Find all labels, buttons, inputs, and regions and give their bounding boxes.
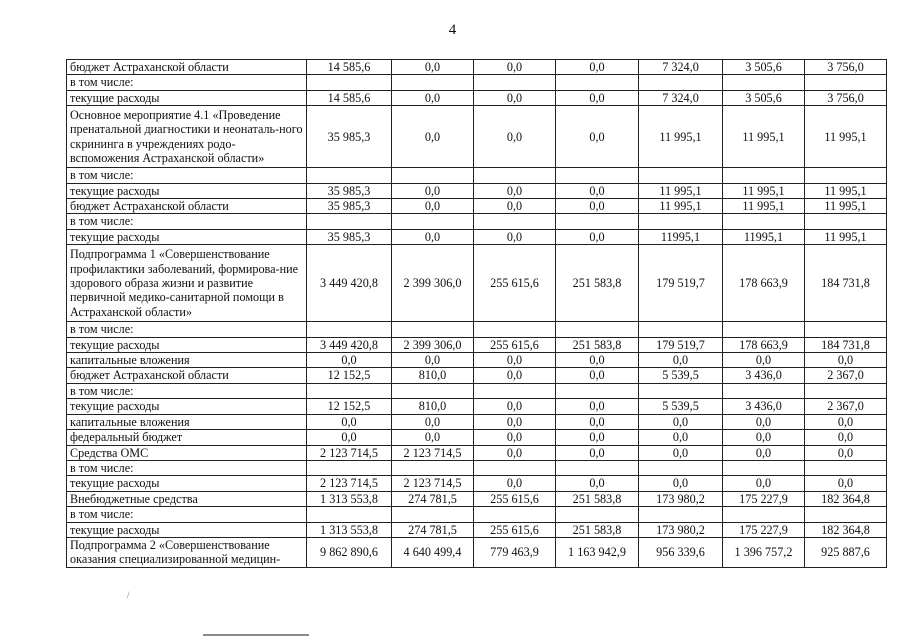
value-cell [307,460,392,475]
value-cell: 11 995,1 [805,183,887,198]
value-cell: 251 583,8 [556,337,639,352]
value-cell [392,214,474,229]
value-cell: 179 519,7 [639,245,723,322]
table-row [67,507,887,522]
table-row [67,399,887,414]
value-cell: 0,0 [556,476,639,491]
value-cell [805,460,887,475]
value-cell: 179 519,7 [639,337,723,352]
value-cell: 0,0 [556,199,639,214]
value-cell: 0,0 [392,60,474,75]
scan-mark: / [127,590,130,600]
value-cell: 3 756,0 [805,60,887,75]
value-cell: 11 995,1 [639,183,723,198]
value-cell: 0,0 [307,414,392,429]
value-cell [805,168,887,183]
table-row [67,353,887,368]
value-cell [474,460,556,475]
value-cell: 173 980,2 [639,522,723,537]
value-cell: 184 731,8 [805,245,887,322]
value-cell: 2 123 714,5 [307,476,392,491]
value-cell: 11 995,1 [639,199,723,214]
page-number: 4 [448,22,457,38]
value-cell: 2 367,0 [805,399,887,414]
value-cell: 0,0 [639,430,723,445]
value-cell: 2 399 306,0 [392,245,474,322]
table-row [67,229,887,244]
value-cell: 7 324,0 [639,60,723,75]
value-cell: 0,0 [474,445,556,460]
row-label: федеральный бюджет [67,430,307,445]
value-cell: 1 163 942,9 [556,537,639,567]
value-cell [556,460,639,475]
value-cell: 182 364,8 [805,491,887,506]
value-cell: 11995,1 [639,229,723,244]
value-cell: 956 339,6 [639,537,723,567]
value-cell: 12 152,5 [307,368,392,383]
value-cell: 0,0 [556,414,639,429]
value-cell: 810,0 [392,399,474,414]
value-cell: 255 615,6 [474,491,556,506]
value-cell: 182 364,8 [805,522,887,537]
value-cell: 810,0 [392,368,474,383]
value-cell [307,507,392,522]
row-label: в том числе: [67,460,307,475]
value-cell: 3 505,6 [723,90,805,105]
value-cell: 3 436,0 [723,399,805,414]
footer-rule [203,634,309,636]
value-cell: 274 781,5 [392,491,474,506]
row-label: бюджет Астраханской области [67,368,307,383]
value-cell: 0,0 [556,60,639,75]
table-row [67,430,887,445]
value-cell [556,214,639,229]
table-row [67,491,887,506]
value-cell: 251 583,8 [556,491,639,506]
value-cell: 0,0 [474,90,556,105]
value-cell: 178 663,9 [723,337,805,352]
value-cell [307,322,392,337]
table-row [67,383,887,398]
table-row [67,414,887,429]
value-cell [639,322,723,337]
value-cell: 0,0 [392,414,474,429]
row-label: текущие расходы [67,337,307,352]
value-cell: 0,0 [723,414,805,429]
table-row [67,537,887,567]
value-cell: 0,0 [805,476,887,491]
table-row [67,245,887,322]
value-cell [723,168,805,183]
value-cell: 5 539,5 [639,399,723,414]
value-cell: 11 995,1 [805,229,887,244]
value-cell: 11 995,1 [723,183,805,198]
value-cell: 7 324,0 [639,90,723,105]
value-cell: 0,0 [392,199,474,214]
value-cell: 0,0 [639,445,723,460]
value-cell: 0,0 [307,430,392,445]
value-cell: 255 615,6 [474,337,556,352]
value-cell [723,383,805,398]
value-cell [392,168,474,183]
value-cell: 2 123 714,5 [392,445,474,460]
value-cell [556,322,639,337]
value-cell: 0,0 [474,399,556,414]
table-row [67,522,887,537]
value-cell: 0,0 [639,476,723,491]
row-label: Внебюджетные средства [67,491,307,506]
value-cell: 0,0 [392,430,474,445]
value-cell: 2 123 714,5 [307,445,392,460]
value-cell: 0,0 [474,183,556,198]
value-cell [307,383,392,398]
value-cell [474,383,556,398]
value-cell: 0,0 [556,90,639,105]
value-cell [556,383,639,398]
value-cell [307,168,392,183]
value-cell: 1 313 553,8 [307,522,392,537]
value-cell [805,75,887,90]
value-cell: 0,0 [474,199,556,214]
value-cell [639,383,723,398]
table-row [67,183,887,198]
value-cell: 3 436,0 [723,368,805,383]
value-cell: 2 123 714,5 [392,476,474,491]
row-label: текущие расходы [67,476,307,491]
value-cell [474,168,556,183]
value-cell [392,322,474,337]
value-cell [474,322,556,337]
value-cell [639,214,723,229]
value-cell: 2 367,0 [805,368,887,383]
value-cell: 0,0 [723,430,805,445]
value-cell: 0,0 [556,229,639,244]
value-cell: 0,0 [639,353,723,368]
value-cell: 0,0 [723,476,805,491]
row-label: капитальные вложения [67,414,307,429]
value-cell: 0,0 [556,399,639,414]
value-cell [392,383,474,398]
value-cell: 0,0 [474,60,556,75]
row-label: текущие расходы [67,229,307,244]
value-cell: 0,0 [805,430,887,445]
value-cell [556,75,639,90]
value-cell: 0,0 [474,106,556,168]
value-cell: 0,0 [474,368,556,383]
row-label: капитальные вложения [67,353,307,368]
value-cell [639,507,723,522]
value-cell: 5 539,5 [639,368,723,383]
value-cell: 11995,1 [723,229,805,244]
row-label: текущие расходы [67,90,307,105]
value-cell: 0,0 [805,445,887,460]
budget-table [66,59,887,568]
value-cell: 925 887,6 [805,537,887,567]
value-cell: 0,0 [556,353,639,368]
row-label: бюджет Астраханской области [67,199,307,214]
row-label: в том числе: [67,507,307,522]
value-cell [307,214,392,229]
value-cell: 255 615,6 [474,245,556,322]
value-cell: 0,0 [392,353,474,368]
value-cell: 0,0 [556,445,639,460]
row-label: текущие расходы [67,183,307,198]
table-row [67,75,887,90]
table-row [67,460,887,475]
value-cell [723,75,805,90]
value-cell [723,322,805,337]
table-row [67,60,887,75]
value-cell: 11 995,1 [723,199,805,214]
value-cell: 178 663,9 [723,245,805,322]
value-cell: 12 152,5 [307,399,392,414]
value-cell: 1 396 757,2 [723,537,805,567]
value-cell: 3 756,0 [805,90,887,105]
value-cell [723,507,805,522]
value-cell: 11 995,1 [805,199,887,214]
table-row [67,168,887,183]
row-label: Подпрограмма 1 «Совершенствование профилактики заболеваний, формирова-ние здорового образа жизни и развитие первичной медико-санитарной помощи в Астраханской области» [67,245,307,322]
table-row [67,214,887,229]
value-cell: 0,0 [805,414,887,429]
table-row [67,90,887,105]
value-cell: 0,0 [392,183,474,198]
value-cell: 0,0 [474,430,556,445]
value-cell [392,75,474,90]
value-cell: 35 985,3 [307,199,392,214]
row-label: в том числе: [67,75,307,90]
table-row [67,445,887,460]
value-cell: 0,0 [556,183,639,198]
value-cell: 3 449 420,8 [307,337,392,352]
value-cell [723,214,805,229]
row-label: Основное мероприятие 4.1 «Проведение пренатальной диагностики и неонаталь-ного скрининга в учреждениях родо-вспоможения Астраханской области» [67,106,307,168]
row-label: текущие расходы [67,399,307,414]
value-cell: 11 995,1 [805,106,887,168]
value-cell: 0,0 [474,414,556,429]
row-label: Средства ОМС [67,445,307,460]
value-cell [474,75,556,90]
value-cell [556,168,639,183]
value-cell: 35 985,3 [307,229,392,244]
value-cell: 0,0 [556,368,639,383]
value-cell: 0,0 [723,445,805,460]
table-row [67,337,887,352]
value-cell: 4 640 499,4 [392,537,474,567]
table-row [67,368,887,383]
table-row [67,476,887,491]
value-cell: 274 781,5 [392,522,474,537]
value-cell [805,322,887,337]
value-cell: 0,0 [307,353,392,368]
value-cell: 0,0 [474,476,556,491]
value-cell: 173 980,2 [639,491,723,506]
value-cell: 3 449 420,8 [307,245,392,322]
value-cell: 251 583,8 [556,522,639,537]
value-cell [805,507,887,522]
value-cell: 14 585,6 [307,90,392,105]
value-cell: 0,0 [639,414,723,429]
row-label: в том числе: [67,214,307,229]
row-label: Подпрограмма 2 «Совершенствование оказания специализированной медицин- [67,537,307,567]
value-cell: 0,0 [556,106,639,168]
table-row [67,199,887,214]
value-cell: 251 583,8 [556,245,639,322]
value-cell: 9 862 890,6 [307,537,392,567]
value-cell [556,507,639,522]
value-cell [307,75,392,90]
value-cell [474,507,556,522]
value-cell: 0,0 [392,90,474,105]
value-cell: 175 227,9 [723,491,805,506]
row-label: в том числе: [67,383,307,398]
value-cell: 0,0 [392,106,474,168]
row-label: текущие расходы [67,522,307,537]
value-cell [805,383,887,398]
row-label: бюджет Астраханской области [67,60,307,75]
value-cell: 11 995,1 [723,106,805,168]
value-cell [639,75,723,90]
value-cell: 175 227,9 [723,522,805,537]
table-row [67,106,887,168]
table-row [67,322,887,337]
value-cell [474,214,556,229]
value-cell: 0,0 [474,229,556,244]
value-cell: 0,0 [805,353,887,368]
value-cell: 2 399 306,0 [392,337,474,352]
value-cell [639,168,723,183]
value-cell: 1 313 553,8 [307,491,392,506]
value-cell: 35 985,3 [307,183,392,198]
value-cell: 0,0 [556,430,639,445]
value-cell: 184 731,8 [805,337,887,352]
row-label: в том числе: [67,322,307,337]
value-cell [392,460,474,475]
value-cell [392,507,474,522]
value-cell: 0,0 [474,353,556,368]
value-cell: 779 463,9 [474,537,556,567]
value-cell: 11 995,1 [639,106,723,168]
row-label: в том числе: [67,168,307,183]
budget-table-body [67,60,887,568]
value-cell: 255 615,6 [474,522,556,537]
value-cell [805,214,887,229]
value-cell [639,460,723,475]
value-cell: 0,0 [392,229,474,244]
value-cell: 3 505,6 [723,60,805,75]
value-cell [723,460,805,475]
value-cell: 14 585,6 [307,60,392,75]
value-cell: 35 985,3 [307,106,392,168]
value-cell: 0,0 [723,353,805,368]
